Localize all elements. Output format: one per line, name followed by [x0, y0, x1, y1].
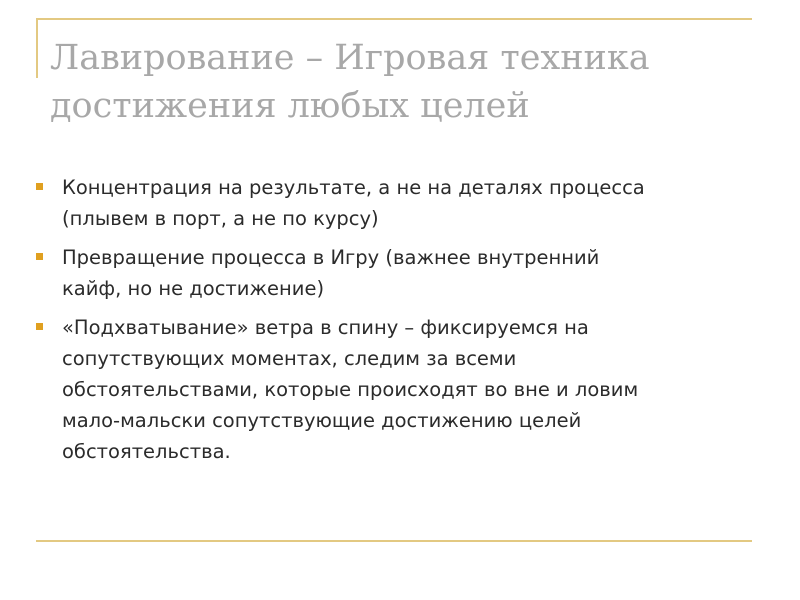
- frame-bottom-line: [36, 540, 752, 542]
- bullet-1-line-1: Концентрация на результате, а не на деталях процесса: [62, 176, 645, 199]
- title-line-2: достижения любых целей: [50, 86, 530, 126]
- bullet-item-1: [36, 172, 736, 234]
- title-line-1: Лавирование – Игровая техника: [50, 38, 650, 78]
- square-bullet-icon: [36, 253, 43, 260]
- bullet-list: [36, 172, 736, 475]
- square-bullet-icon: [36, 183, 43, 190]
- bullet-3-line-4: мало-мальски сопутствующие достижению целей: [62, 409, 582, 432]
- bullet-3-line-5: обстоятельства.: [62, 440, 231, 463]
- frame-top-line: [36, 18, 752, 20]
- bullet-1-line-2: (плывем в порт, а не по курсу): [62, 207, 379, 230]
- bullet-2-line-1: Превращение процесса в Игру (важнее внутренний: [62, 246, 600, 269]
- bullet-3-line-3: обстоятельствами, которые происходят во вне и ловим: [62, 378, 639, 401]
- slide-title: [50, 34, 750, 130]
- bullet-item-2: [36, 242, 736, 304]
- bullet-item-3: [36, 312, 736, 467]
- square-bullet-icon: [36, 323, 43, 330]
- frame-left-line: [36, 18, 38, 78]
- bullet-2-line-2: кайф, но не достижение): [62, 277, 325, 300]
- bullet-3-line-2: сопутствующих моментах, следим за всеми: [62, 347, 517, 370]
- bullet-3-line-1: «Подхватывание» ветра в спину – фиксируемся на: [62, 316, 589, 339]
